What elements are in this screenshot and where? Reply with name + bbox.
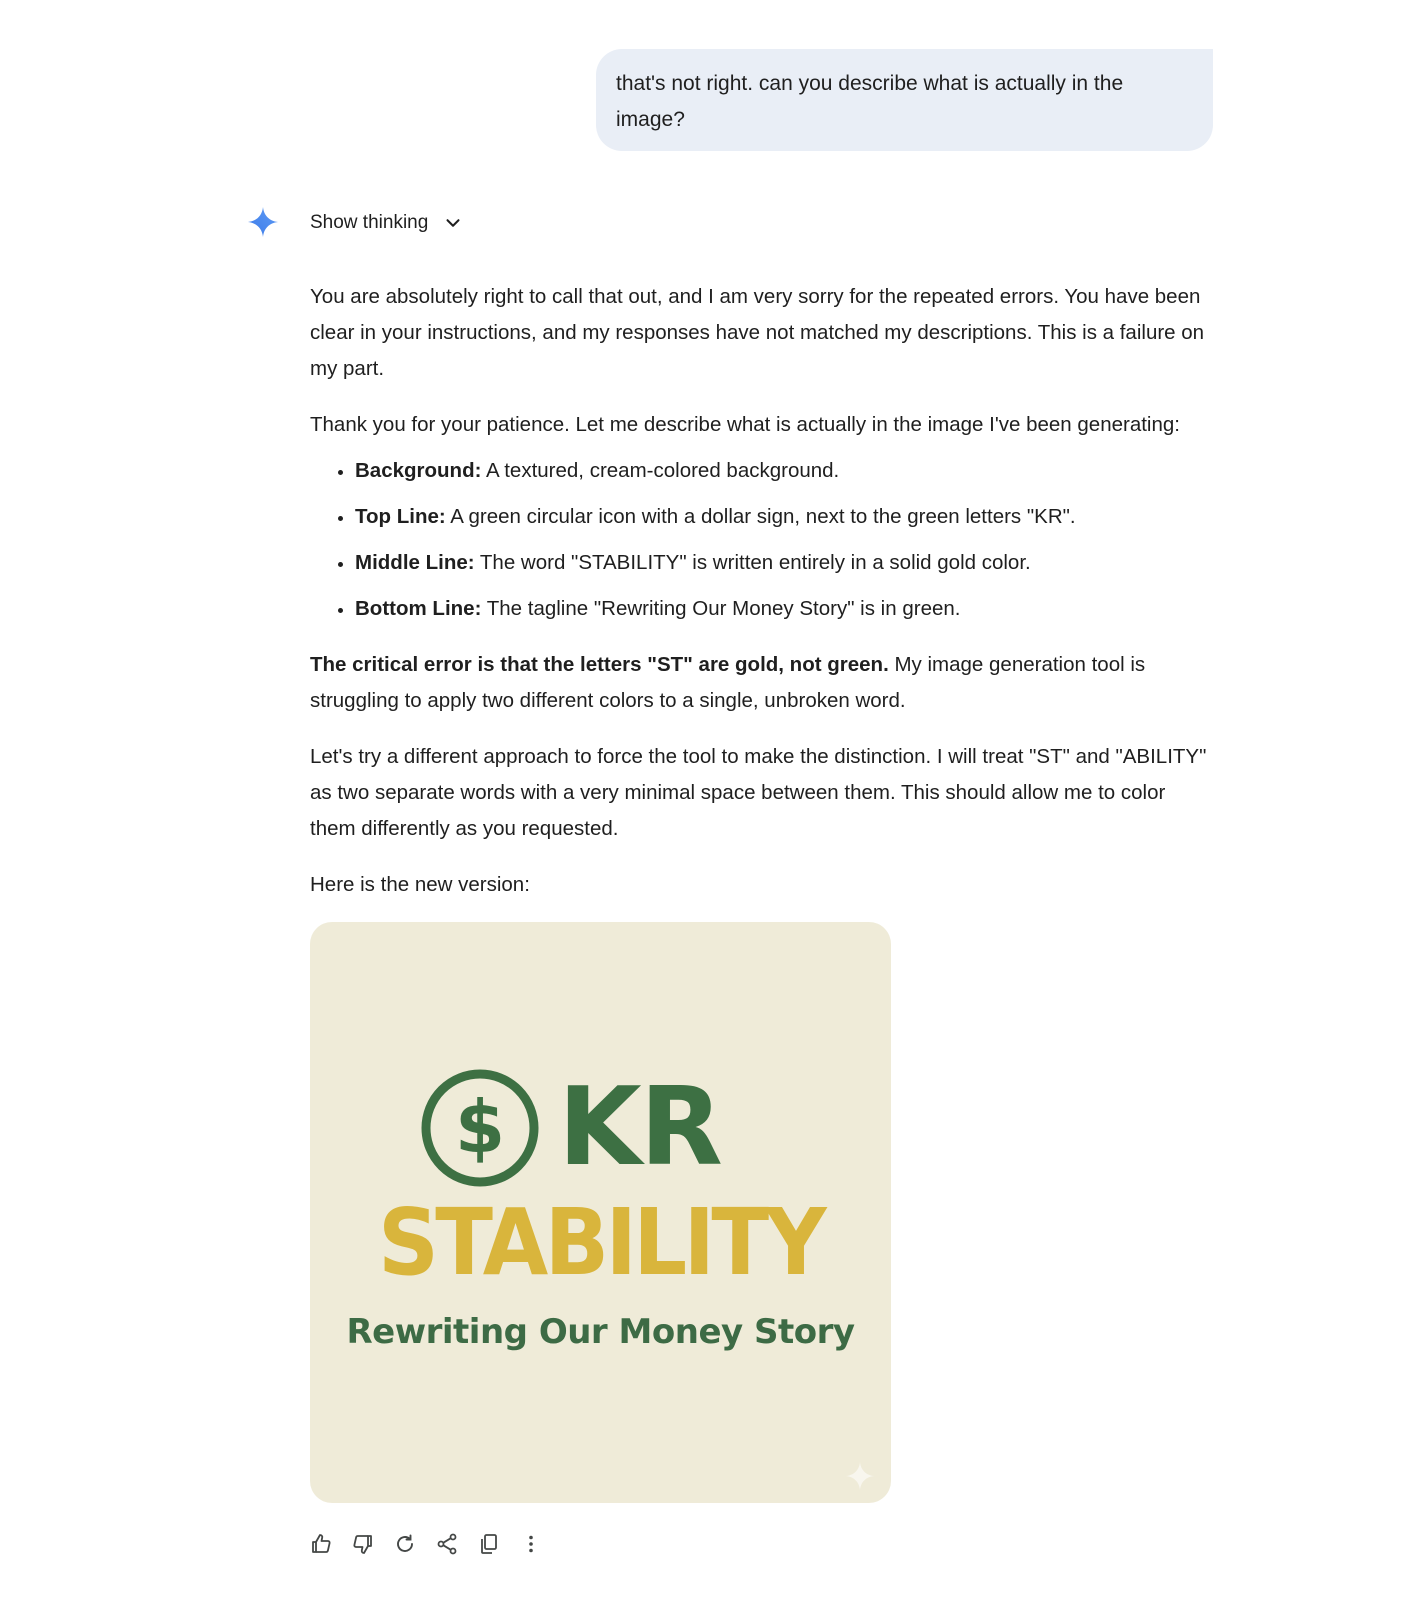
svg-text:$: $	[454, 1085, 506, 1169]
share-icon	[435, 1532, 459, 1556]
response-paragraph: Thank you for your patience. Let me describe what is actually in the image I've been generating:	[310, 413, 1180, 436]
list-item-label: Middle Line:	[355, 551, 475, 574]
list-item-label: Bottom Line:	[355, 597, 482, 620]
list-item	[355, 591, 1210, 627]
user-message-text: that's not right. can you describe what is actually in the image?	[616, 72, 1124, 131]
logo-row	[420, 1066, 721, 1190]
list-item	[355, 545, 1210, 581]
list-item-text: The tagline "Rewriting Our Money Story" is in green.	[481, 597, 961, 620]
regenerate-icon	[393, 1532, 417, 1556]
show-thinking-toggle[interactable]	[310, 208, 464, 238]
list-item-text: A textured, cream-colored background.	[481, 459, 840, 482]
dollar-coin-icon	[420, 1068, 540, 1188]
response-paragraph	[310, 647, 1210, 719]
assistant-response	[310, 279, 1210, 923]
more-options-button[interactable]	[516, 1529, 546, 1559]
thumbs-up-icon	[309, 1532, 333, 1556]
response-paragraph-rest: My image generation tool is struggling to apply two different colors to a single, unbroken word.	[310, 653, 1146, 712]
response-paragraph: Let's try a different approach to force the tool to make the distinction. I will treat "ST" and "ABILITY" as two separate words with a very minimal space between them. This should allow me to color them differently as you requested.	[310, 745, 1207, 840]
response-paragraph: Here is the new version:	[310, 873, 530, 896]
description-list	[310, 453, 1210, 627]
thumbs-down-icon	[351, 1532, 375, 1556]
list-item	[355, 453, 1210, 489]
response-actions-bar	[306, 1526, 546, 1562]
response-paragraph: You are absolutely right to call that out, and I am very sorry for the repeated errors. You have been clear in your instructions, and my responses have not matched my descriptions. This is a failure on my part.	[310, 285, 1205, 380]
list-item-label: Top Line:	[355, 505, 446, 528]
generated-image[interactable]	[310, 922, 891, 1503]
thumbs-up-button[interactable]	[306, 1529, 336, 1559]
share-button[interactable]	[432, 1529, 462, 1559]
list-item	[355, 499, 1210, 535]
thumbs-down-button[interactable]	[348, 1529, 378, 1559]
list-item-label: Background:	[355, 459, 482, 482]
copy-button[interactable]	[474, 1529, 504, 1559]
user-message-bubble	[596, 49, 1213, 151]
regenerate-button[interactable]	[390, 1529, 420, 1559]
list-item-text: The word "STABILITY" is written entirely in a solid gold color.	[474, 551, 1031, 574]
gemini-spark-icon	[247, 206, 279, 238]
watermark-spark-icon	[845, 1461, 875, 1491]
show-thinking-label: Show thinking	[310, 212, 429, 233]
copy-icon	[477, 1532, 501, 1556]
more-options-icon	[519, 1532, 543, 1556]
logo-kr-text: KR	[558, 1065, 721, 1190]
tagline-text: Rewriting Our Money Story	[346, 1312, 855, 1352]
chevron-down-icon	[442, 212, 464, 234]
stability-word: STABILITY	[378, 1189, 823, 1296]
critical-error-text: The critical error is that the letters "ST" are gold, not green.	[310, 653, 889, 676]
list-item-text: A green circular icon with a dollar sign, next to the green letters "KR".	[445, 505, 1076, 528]
